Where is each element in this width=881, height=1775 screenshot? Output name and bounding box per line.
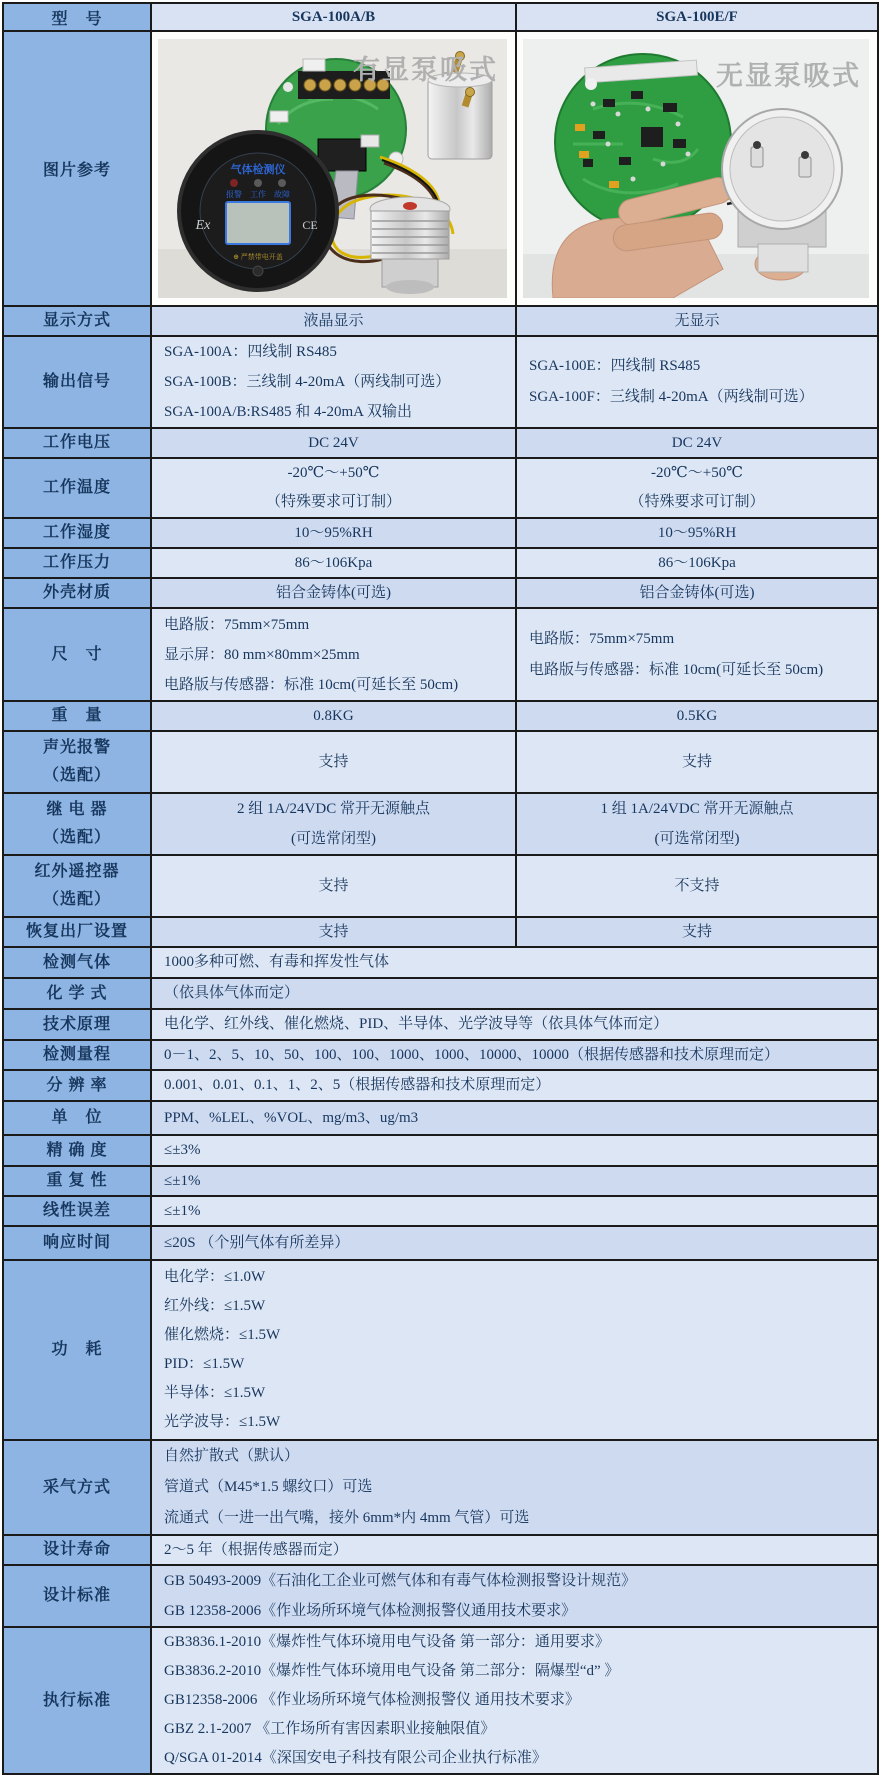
cell-text: 支持 bbox=[318, 924, 349, 940]
row-label-resolution bbox=[3, 1070, 151, 1101]
row-label-linearity-error bbox=[3, 1196, 151, 1226]
row-label-housing-material bbox=[3, 578, 151, 608]
row-value-execution-standard bbox=[151, 1627, 878, 1774]
sensor-cylinder-icon bbox=[370, 197, 450, 294]
spec-row-response-time bbox=[3, 1226, 878, 1260]
svg-text:故障: 故障 bbox=[274, 190, 290, 199]
spec-row-display-mode bbox=[3, 306, 878, 336]
row-value-relay-model-b bbox=[516, 793, 878, 855]
row-label-design-life bbox=[3, 1535, 151, 1565]
product-photo-b-cell bbox=[516, 31, 878, 306]
row-value-housing-material-model-b bbox=[516, 578, 878, 608]
row-label-working-humidity bbox=[3, 518, 151, 548]
photo-row bbox=[3, 31, 878, 306]
row-value-response-time bbox=[151, 1226, 878, 1260]
row-label-text: 工作温度 bbox=[42, 479, 111, 496]
row-label-text: 线性误差 bbox=[42, 1202, 111, 1219]
cell-text: 0.8KG bbox=[313, 708, 354, 724]
row-value-factory-reset-model-b bbox=[516, 917, 878, 947]
row-label-sampling-method bbox=[3, 1440, 151, 1535]
row-label-text: 技术原理 bbox=[42, 1015, 111, 1033]
row-value-chemical-formula bbox=[151, 978, 878, 1009]
row-value-display-mode-model-b bbox=[516, 306, 878, 336]
spec-row-working-voltage bbox=[3, 428, 878, 458]
row-label-text: （选配） bbox=[42, 891, 111, 908]
cell-text: 支持 bbox=[318, 877, 349, 894]
spec-row-unit bbox=[3, 1101, 878, 1135]
row-label-unit bbox=[3, 1101, 151, 1135]
watermark-right: 无显泵吸式 bbox=[716, 61, 861, 91]
cell-text: ≤±3% bbox=[164, 1142, 201, 1158]
cell-text: ≤±1% bbox=[164, 1202, 201, 1219]
spec-row-relay bbox=[3, 793, 878, 855]
cell-text: 铝合金铸体(可选) bbox=[276, 585, 391, 601]
row-value-sampling-method bbox=[151, 1440, 878, 1535]
row-value-display-mode-model-a bbox=[151, 306, 516, 336]
row-value-resolution bbox=[151, 1070, 878, 1101]
svg-text:报警: 报警 bbox=[226, 190, 242, 199]
spec-row-housing-material bbox=[3, 578, 878, 608]
row-value-dimensions-model-a bbox=[151, 608, 516, 701]
row-label-text: 声光报警 bbox=[42, 739, 111, 756]
cell-text: 1 组 1A/24VDC 常开无源触点 bbox=[600, 801, 794, 817]
svg-text:工作: 工作 bbox=[250, 190, 266, 199]
spec-row-repeatability bbox=[3, 1166, 878, 1196]
cell-text: ≤20S （个别气体有所差异） bbox=[164, 1234, 350, 1251]
cell-text: 86～106Kpa bbox=[294, 555, 373, 571]
cell-text: 半导体：≤1.5W bbox=[164, 1385, 266, 1401]
cell-text: 2～5 年（根据传感器而定） bbox=[164, 1541, 348, 1558]
svg-text:⊕ 严禁带电开盖: ⊕ 严禁带电开盖 bbox=[233, 253, 283, 261]
row-label-text: 重 复 性 bbox=[46, 1172, 108, 1189]
cell-text: GBZ 2.1-2007 《工作场所有害因素职业接触限值》 bbox=[164, 1721, 496, 1737]
row-label-text: 设计寿命 bbox=[42, 1541, 111, 1558]
cell-text: 电路版与传感器：标准 10cm(可延长至 50cm) bbox=[164, 676, 459, 693]
spec-row-detectable-gases bbox=[3, 947, 878, 978]
row-value-output-signal-model-b bbox=[516, 336, 878, 428]
row-label-technical-principle bbox=[3, 1009, 151, 1040]
cell-text: 0.5KG bbox=[676, 708, 718, 724]
model-label: 型 号 bbox=[3, 3, 151, 31]
cell-text: SGA-100F：三线制 4-20mA（两线制可选） bbox=[529, 389, 814, 405]
spec-row-ir-remote bbox=[3, 855, 878, 917]
spec-row-power-consumption bbox=[3, 1260, 878, 1440]
svg-text:气体检测仪: 气体检测仪 bbox=[230, 164, 286, 176]
cell-text: 电路版与传感器：标准 10cm(可延长至 50cm) bbox=[529, 661, 824, 678]
svg-text:Ex: Ex bbox=[195, 218, 211, 233]
row-value-working-humidity-model-a bbox=[151, 518, 516, 548]
spec-row-design-standard bbox=[3, 1565, 878, 1627]
product-photo-a-cell bbox=[151, 31, 516, 306]
product-photo-a bbox=[158, 39, 507, 298]
spec-row-resolution bbox=[3, 1070, 878, 1101]
row-label-text: 外壳材质 bbox=[42, 584, 111, 601]
row-value-dimensions-model-b bbox=[516, 608, 878, 701]
cell-text: -20℃～+50℃ bbox=[287, 465, 380, 481]
cell-text: SGA-100E：四线制 RS485 bbox=[529, 358, 701, 374]
cell-text: （依具体气体而定） bbox=[164, 985, 300, 1001]
cell-text: 不支持 bbox=[674, 877, 720, 894]
watermark-left: 有显泵吸式 bbox=[353, 55, 498, 85]
row-label-text: 检测气体 bbox=[42, 953, 111, 971]
row-label-dimensions bbox=[3, 608, 151, 701]
row-value-factory-reset-model-a bbox=[151, 917, 516, 947]
cell-text: DC 24V bbox=[308, 435, 359, 451]
row-label-ir-remote bbox=[3, 855, 151, 917]
spec-row-working-humidity bbox=[3, 518, 878, 548]
spec-row-dimensions bbox=[3, 608, 878, 701]
cell-text: SGA-100A：四线制 RS485 bbox=[164, 344, 337, 360]
spec-table bbox=[2, 2, 879, 1775]
row-value-detectable-gases bbox=[151, 947, 878, 978]
cell-text: 管道式（M45*1.5 螺纹口）可选 bbox=[164, 1479, 373, 1495]
row-label-text: 红外遥控器 bbox=[34, 863, 120, 880]
row-value-audible-visual-alarm-model-b bbox=[516, 731, 878, 793]
row-label-text: （选配） bbox=[42, 829, 111, 846]
cell-text: 0－1、2、5、10、50、100、100、1000、1000、10000、10000（根据传感器和技术原理而定） bbox=[164, 1046, 780, 1063]
row-label-weight bbox=[3, 701, 151, 731]
gas-detector-gauge-icon bbox=[178, 131, 338, 291]
row-label-text: 响应时间 bbox=[42, 1234, 111, 1251]
cell-text: 显示屏：80 mm×80mm×25mm bbox=[164, 646, 360, 663]
cell-text: 光学波导：≤1.5W bbox=[164, 1414, 281, 1430]
cell-text: 无显示 bbox=[674, 313, 720, 329]
row-label-chemical-formula bbox=[3, 978, 151, 1009]
row-value-housing-material-model-a bbox=[151, 578, 516, 608]
row-label-response-time bbox=[3, 1226, 151, 1260]
row-label-text: 工作压力 bbox=[42, 554, 111, 571]
row-label-accuracy bbox=[3, 1135, 151, 1166]
row-value-working-humidity-model-b bbox=[516, 518, 878, 548]
row-value-detection-range bbox=[151, 1040, 878, 1070]
spec-row-detection-range bbox=[3, 1040, 878, 1070]
row-label-text: 输出信号 bbox=[42, 373, 111, 390]
row-value-working-temperature-model-a bbox=[151, 458, 516, 518]
cell-text: 1000多种可燃、有毒和挥发性气体 bbox=[164, 954, 390, 970]
cell-text: (可选常闭型) bbox=[291, 831, 376, 847]
cell-text: GB3836.2-2010《爆炸性气体环境用电气设备 第二部分：隔爆型“d” 》 bbox=[164, 1663, 620, 1679]
row-label-text: （选配） bbox=[42, 767, 111, 784]
row-value-relay-model-a bbox=[151, 793, 516, 855]
cell-text: 2 组 1A/24VDC 常开无源触点 bbox=[237, 801, 430, 817]
cell-text: 液晶显示 bbox=[303, 313, 364, 329]
row-value-technical-principle bbox=[151, 1009, 878, 1040]
row-value-power-consumption bbox=[151, 1260, 878, 1440]
row-label-repeatability bbox=[3, 1166, 151, 1196]
row-value-accuracy bbox=[151, 1135, 878, 1166]
row-label-relay bbox=[3, 793, 151, 855]
row-label-execution-standard bbox=[3, 1627, 151, 1774]
row-label-working-voltage bbox=[3, 428, 151, 458]
row-label-text: 工作湿度 bbox=[42, 524, 111, 541]
row-label-text: 采气方式 bbox=[42, 1478, 111, 1496]
row-value-working-voltage-model-b bbox=[516, 428, 878, 458]
row-value-output-signal-model-a bbox=[151, 336, 516, 428]
row-value-repeatability bbox=[151, 1166, 878, 1196]
spec-row-working-temperature bbox=[3, 458, 878, 518]
cell-text: 0.001、0.01、0.1、1、2、5（根据传感器和技术原理而定） bbox=[164, 1077, 551, 1093]
row-label-factory-reset bbox=[3, 917, 151, 947]
row-value-design-standard bbox=[151, 1565, 878, 1627]
row-value-weight-model-a bbox=[151, 701, 516, 731]
row-label-text: 显示方式 bbox=[42, 312, 111, 329]
spec-row-sampling-method bbox=[3, 1440, 878, 1535]
row-value-ir-remote-model-a bbox=[151, 855, 516, 917]
cell-text: 红外线：≤1.5W bbox=[164, 1298, 266, 1314]
row-label-text: 功 耗 bbox=[51, 1341, 103, 1358]
cell-text: 铝合金铸体(可选) bbox=[639, 585, 755, 601]
cell-text: GB 50493-2009《石油化工企业可燃气体和有毒气体检测报警设计规范》 bbox=[164, 1573, 637, 1589]
cell-text: 支持 bbox=[318, 753, 349, 770]
row-label-detection-range bbox=[3, 1040, 151, 1070]
spec-row-working-pressure bbox=[3, 548, 878, 578]
cell-text: GB 12358-2006《作业场所环境气体检测报警仪通用技术要求》 bbox=[164, 1603, 577, 1619]
cell-text: 电化学：≤1.0W bbox=[164, 1269, 266, 1285]
cell-text: DC 24V bbox=[671, 435, 723, 451]
photo-row-label: 图片参考 bbox=[3, 31, 151, 306]
spec-row-output-signal bbox=[3, 336, 878, 428]
cell-text: 电路版：75mm×75mm bbox=[164, 616, 310, 633]
spec-row-linearity-error bbox=[3, 1196, 878, 1226]
cell-text: 支持 bbox=[681, 924, 712, 940]
cell-text: ≤±1% bbox=[164, 1173, 201, 1189]
row-value-design-life bbox=[151, 1535, 878, 1565]
row-value-weight-model-b bbox=[516, 701, 878, 731]
row-label-text: 恢复出厂设置 bbox=[25, 923, 128, 940]
row-label-text: 尺 寸 bbox=[51, 645, 103, 663]
cell-text: GB3836.1-2010《爆炸性气体环境用电气设备 第一部分：通用要求》 bbox=[164, 1634, 610, 1650]
row-label-output-signal bbox=[3, 336, 151, 428]
spec-row-weight bbox=[3, 701, 878, 731]
row-label-text: 继 电 器 bbox=[46, 801, 108, 818]
row-value-working-temperature-model-b bbox=[516, 458, 878, 518]
cell-text: PID：≤1.5W bbox=[164, 1356, 245, 1372]
cell-text: （特殊要求可订制） bbox=[629, 494, 765, 510]
product-photo-b bbox=[523, 39, 869, 298]
row-label-text: 精 确 度 bbox=[46, 1141, 108, 1159]
row-value-unit bbox=[151, 1101, 878, 1135]
cell-text: -20℃～+50℃ bbox=[650, 465, 743, 481]
cell-text: 自然扩散式（默认） bbox=[164, 1448, 300, 1464]
model-b-header: SGA-100E/F bbox=[516, 3, 878, 31]
row-value-working-voltage-model-a bbox=[151, 428, 516, 458]
row-label-working-temperature bbox=[3, 458, 151, 518]
spec-row-execution-standard bbox=[3, 1627, 878, 1774]
row-label-text: 重 量 bbox=[51, 707, 103, 724]
cell-text: GB12358-2006 《作业场所环境气体检测报警仪 通用技术要求》 bbox=[164, 1692, 580, 1708]
spec-row-factory-reset bbox=[3, 917, 878, 947]
cell-text: (可选常闭型) bbox=[654, 831, 740, 847]
cell-text: PPM、%LEL、%VOL、mg/m3、ug/m3 bbox=[164, 1109, 419, 1126]
cell-text: SGA-100A/B:RS485 和 4-20mA 双输出 bbox=[164, 404, 412, 420]
spec-row-chemical-formula bbox=[3, 978, 878, 1009]
row-label-text: 设计标准 bbox=[42, 1587, 111, 1604]
cell-text: （特殊要求可订制） bbox=[265, 494, 401, 510]
header-row bbox=[3, 3, 878, 31]
row-label-text: 单 位 bbox=[51, 1109, 103, 1126]
row-label-working-pressure bbox=[3, 548, 151, 578]
row-label-design-standard bbox=[3, 1565, 151, 1627]
cell-text: Q/SGA 01-2014《深国安电子科技有限公司企业执行标准》 bbox=[164, 1750, 547, 1766]
cell-text: 催化燃烧：≤1.5W bbox=[164, 1327, 281, 1343]
row-value-working-pressure-model-b bbox=[516, 548, 878, 578]
row-label-audible-visual-alarm bbox=[3, 731, 151, 793]
row-label-text: 分 辨 率 bbox=[46, 1076, 108, 1094]
spec-row-accuracy bbox=[3, 1135, 878, 1166]
cell-text: 电化学、红外线、催化燃烧、PID、半导体、光学波导等（依具体气体而定） bbox=[164, 1016, 669, 1032]
row-value-linearity-error bbox=[151, 1196, 878, 1226]
row-label-text: 化 学 式 bbox=[46, 984, 108, 1002]
cell-text: 流通式（一进一出气嘴，接外 6mm*内 4mm 气管）可选 bbox=[164, 1510, 530, 1526]
model-a-header: SGA-100A/B bbox=[151, 3, 516, 31]
spec-row-audible-visual-alarm bbox=[3, 731, 878, 793]
row-label-detectable-gases bbox=[3, 947, 151, 978]
cell-text: 支持 bbox=[681, 753, 712, 770]
spec-row-design-life bbox=[3, 1535, 878, 1565]
cell-text: 86～106Kpa bbox=[658, 555, 736, 571]
row-label-text: 工作电压 bbox=[42, 434, 111, 451]
cell-text: 电路版：75mm×75mm bbox=[529, 630, 675, 647]
spec-row-technical-principle bbox=[3, 1009, 878, 1040]
row-label-text: 执行标准 bbox=[42, 1691, 111, 1709]
cell-text: 10～95%RH bbox=[657, 525, 737, 541]
cell-text: 10～95%RH bbox=[294, 525, 373, 541]
row-value-working-pressure-model-a bbox=[151, 548, 516, 578]
row-label-power-consumption bbox=[3, 1260, 151, 1440]
row-label-display-mode bbox=[3, 306, 151, 336]
cell-text: SGA-100B：三线制 4-20mA（两线制可选） bbox=[164, 374, 451, 390]
row-value-ir-remote-model-b bbox=[516, 855, 878, 917]
row-value-audible-visual-alarm-model-a bbox=[151, 731, 516, 793]
row-label-text: 检测量程 bbox=[42, 1046, 111, 1063]
svg-text:CE: CE bbox=[302, 218, 318, 232]
